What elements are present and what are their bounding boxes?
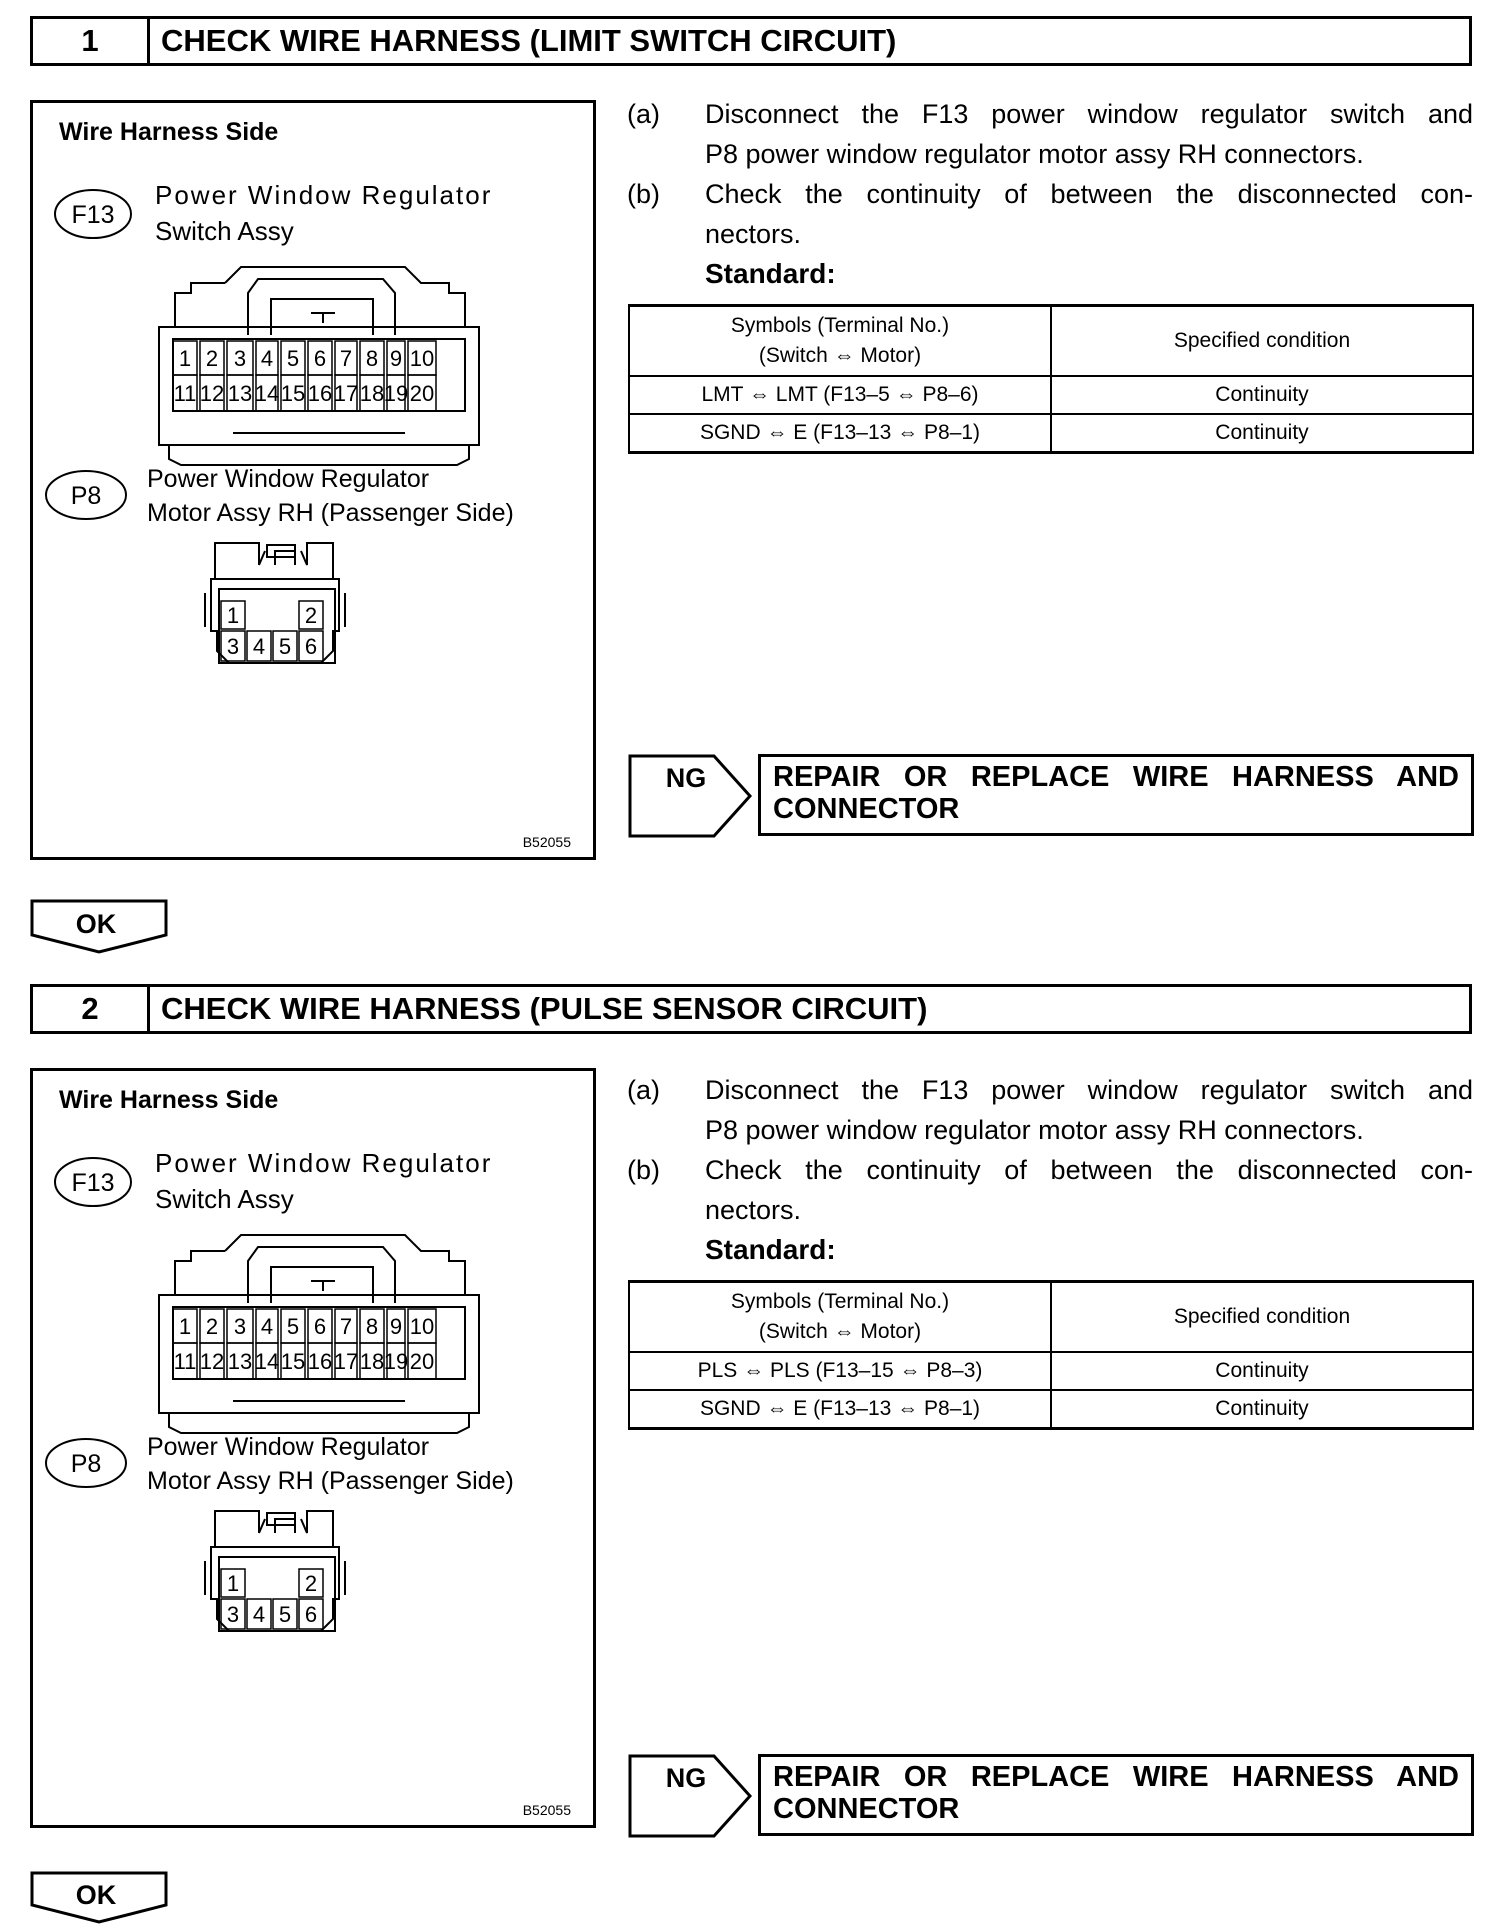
f13-pin-grid xyxy=(173,341,436,411)
f13-pin: 15 xyxy=(280,381,306,406)
standard-table xyxy=(628,304,1474,454)
f13-pin: 2 xyxy=(205,346,219,371)
f13-pin: 5 xyxy=(286,346,300,371)
standard-label: Standard: xyxy=(705,1234,836,1265)
ng-action-line2: CONNECTOR xyxy=(773,1793,960,1825)
row-condition: Continuity xyxy=(1051,1390,1473,1429)
f13-pin: 8 xyxy=(365,346,379,371)
figure-heading: Wire Harness Side xyxy=(59,118,279,146)
table-header-row xyxy=(629,306,1473,377)
step-header xyxy=(30,16,1472,66)
f13-pin: 11 xyxy=(173,1349,197,1374)
p8-pin: 5 xyxy=(278,1602,292,1627)
ok-label: OK xyxy=(75,1880,117,1910)
ng-action-line1: REPAIR OR REPLACE WIRE HARNESS AND xyxy=(773,1761,1459,1793)
row-symbols: LMT ⇔ LMT (F13–5 ⇔ P8–6) xyxy=(629,376,1051,414)
ok-arrow xyxy=(30,1871,170,1925)
row-symbols: SGND ⇔ E (F13–13 ⇔ P8–1) xyxy=(629,1390,1051,1429)
ng-action-box xyxy=(758,754,1474,836)
f13-pin: 19 xyxy=(383,381,409,406)
f13-pin: 12 xyxy=(199,381,225,406)
step-title: CHECK WIRE HARNESS (LIMIT SWITCH CIRCUIT) xyxy=(161,23,897,58)
standard-table xyxy=(628,1280,1474,1430)
p8-pin-grid xyxy=(221,601,323,661)
connector-diagram xyxy=(33,103,593,857)
connector-figure xyxy=(30,100,596,860)
step-b-line2: nectors. xyxy=(705,1195,802,1225)
p8-pin: 2 xyxy=(304,1571,318,1596)
connector-diagram xyxy=(33,1071,593,1825)
f13-pin: 9 xyxy=(389,1314,403,1339)
figure-heading: Wire Harness Side xyxy=(59,1086,279,1114)
p8-pin: 1 xyxy=(226,603,240,628)
f13-pin: 13 xyxy=(227,1349,253,1374)
section-1 xyxy=(0,0,1504,960)
step-title: CHECK WIRE HARNESS (PULSE SENSOR CIRCUIT) xyxy=(161,991,928,1026)
header-symbols-line1: Symbols (Terminal No.) xyxy=(730,1290,950,1313)
step-b-line2: nectors. xyxy=(705,219,802,249)
step-a-line1: Disconnect the F13 power window regulator switch and xyxy=(705,1075,1473,1105)
p8-name-line1: Power Window Regulator xyxy=(147,1433,430,1461)
f13-name-line2: Switch Assy xyxy=(155,1184,294,1214)
ng-action-box xyxy=(758,1754,1474,1836)
ng-action-line1: REPAIR OR REPLACE WIRE HARNESS AND xyxy=(773,761,1459,793)
f13-pin-grid xyxy=(173,1309,436,1379)
f13-pin: 9 xyxy=(389,346,403,371)
p8-pin: 1 xyxy=(226,1571,240,1596)
section-2 xyxy=(0,960,1504,1920)
f13-tag: F13 xyxy=(71,201,115,229)
p8-pin-grid xyxy=(221,1569,323,1629)
f13-pin: 17 xyxy=(333,381,359,406)
ng-arrow xyxy=(628,754,754,838)
f13-pin: 7 xyxy=(339,1314,353,1339)
f13-pin: 6 xyxy=(313,346,327,371)
f13-pin: 18 xyxy=(359,381,385,406)
f13-pin: 14 xyxy=(254,381,280,406)
step-header xyxy=(30,984,1472,1034)
row-condition: Continuity xyxy=(1051,376,1473,414)
f13-pin: 7 xyxy=(339,346,353,371)
p8-pin: 6 xyxy=(304,1602,318,1627)
header-symbols xyxy=(629,306,1051,377)
f13-pin: 20 xyxy=(409,1349,435,1374)
p8-name-line2: Motor Assy RH (Passenger Side) xyxy=(147,499,514,527)
f13-pin: 17 xyxy=(333,1349,359,1374)
f13-pin: 5 xyxy=(286,1314,300,1339)
f13-name-line1: Power Window Regulator xyxy=(155,1148,493,1178)
f13-pin: 16 xyxy=(307,1349,333,1374)
ng-label: NG xyxy=(665,763,707,793)
ok-arrow xyxy=(30,899,170,955)
ng-action-line2: CONNECTOR xyxy=(773,793,960,825)
ok-label: OK xyxy=(75,909,117,939)
f13-pin: 19 xyxy=(383,1349,409,1374)
table-row xyxy=(629,1390,1473,1429)
step-a-line2: P8 power window regulator motor assy RH connectors. xyxy=(705,1115,1364,1145)
p8-tag: P8 xyxy=(70,1450,102,1478)
figure-code: B52055 xyxy=(522,1802,571,1818)
f13-pin: 16 xyxy=(307,381,333,406)
f13-name-line2: Switch Assy xyxy=(155,216,294,246)
table-header-row xyxy=(629,1282,1473,1353)
row-condition: Continuity xyxy=(1051,414,1473,453)
step-number: 2 xyxy=(33,987,150,1031)
p8-pin: 3 xyxy=(226,1602,240,1627)
f13-pin: 8 xyxy=(365,1314,379,1339)
table-row xyxy=(629,376,1473,414)
step-number: 1 xyxy=(33,19,150,63)
step-b-label: (b) xyxy=(627,179,660,209)
header-symbols-line2: (Switch ⇔ Motor) xyxy=(758,344,922,367)
p8-pin: 3 xyxy=(226,634,240,659)
f13-pin: 14 xyxy=(254,1349,280,1374)
f13-pin: 1 xyxy=(178,346,192,371)
f13-pin: 20 xyxy=(409,381,435,406)
p8-name-line1: Power Window Regulator xyxy=(147,465,430,493)
f13-pin: 1 xyxy=(178,1314,192,1339)
row-symbols: PLS ⇔ PLS (F13–15 ⇔ P8–3) xyxy=(629,1352,1051,1390)
row-symbols: SGND ⇔ E (F13–13 ⇔ P8–1) xyxy=(629,414,1051,453)
f13-pin: 13 xyxy=(227,381,253,406)
header-condition: Specified condition xyxy=(1051,306,1473,377)
table-row xyxy=(629,414,1473,453)
f13-pin: 10 xyxy=(409,1314,435,1339)
f13-name-line1: Power Window Regulator xyxy=(155,180,493,210)
ng-arrow xyxy=(628,1754,754,1838)
p8-pin: 4 xyxy=(252,634,266,659)
table-row xyxy=(629,1352,1473,1390)
step-a-label: (a) xyxy=(627,1075,660,1105)
header-symbols xyxy=(629,1282,1051,1353)
f13-pin: 6 xyxy=(313,1314,327,1339)
f13-tag: F13 xyxy=(71,1169,115,1197)
header-symbols-line1: Symbols (Terminal No.) xyxy=(730,314,950,337)
f13-pin: 2 xyxy=(205,1314,219,1339)
f13-pin: 3 xyxy=(233,346,247,371)
step-b-line1: Check the continuity of between the disconnected con- xyxy=(705,179,1473,209)
p8-name-line2: Motor Assy RH (Passenger Side) xyxy=(147,1467,514,1495)
f13-pin: 12 xyxy=(199,1349,225,1374)
p8-pin: 5 xyxy=(278,634,292,659)
f13-pin: 11 xyxy=(173,381,197,406)
figure-code: B52055 xyxy=(522,834,571,850)
standard-label: Standard: xyxy=(705,258,836,289)
p8-tag: P8 xyxy=(70,482,102,510)
step-b-line1: Check the continuity of between the disconnected con- xyxy=(705,1155,1473,1185)
f13-pin: 4 xyxy=(260,1314,274,1339)
header-symbols-line2: (Switch ⇔ Motor) xyxy=(758,1320,922,1343)
connector-figure xyxy=(30,1068,596,1828)
row-condition: Continuity xyxy=(1051,1352,1473,1390)
f13-pin: 10 xyxy=(409,346,435,371)
f13-pin: 3 xyxy=(233,1314,247,1339)
step-a-line2: P8 power window regulator motor assy RH connectors. xyxy=(705,139,1364,169)
step-a-label: (a) xyxy=(627,99,660,129)
f13-pin: 15 xyxy=(280,1349,306,1374)
p8-pin: 2 xyxy=(304,603,318,628)
header-condition: Specified condition xyxy=(1051,1282,1473,1353)
p8-pin: 6 xyxy=(304,634,318,659)
f13-pin: 18 xyxy=(359,1349,385,1374)
step-b-label: (b) xyxy=(627,1155,660,1185)
step-a-line1: Disconnect the F13 power window regulator switch and xyxy=(705,99,1473,129)
ng-label: NG xyxy=(665,1763,707,1793)
p8-pin: 4 xyxy=(252,1602,266,1627)
f13-pin: 4 xyxy=(260,346,274,371)
